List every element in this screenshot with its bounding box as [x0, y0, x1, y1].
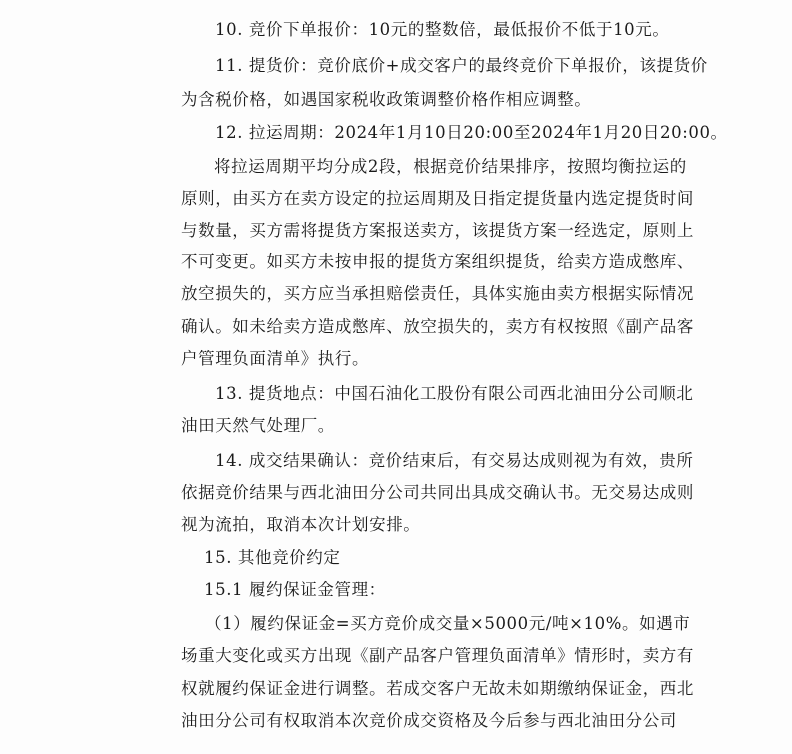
text-line: 15. 其他竞价约定 — [204, 548, 341, 567]
text-line: 11. 提货价：竞价底价+成交客户的最终竞价下单报价，该提货价 — [215, 56, 708, 75]
text-line: 视为流拍，取消本次计划安排。 — [181, 515, 421, 534]
text-line: 12. 拉运周期：2024年1月10日20:00至2024年1月20日20:00。 — [215, 123, 728, 142]
text-line: 放空损失的，买方应当承担赔偿责任，具体实施由卖方根据实际情况 — [181, 284, 694, 303]
text-line: 权就履约保证金进行调整。若成交客户无故未如期缴纳保证金，西北 — [181, 679, 694, 698]
text-line: 不可变更。如买方未按申报的提货方案组织提货，给卖方造成憋库、 — [181, 252, 694, 271]
text-line: 10. 竞价下单报价：10元的整数倍，最低报价不低于10元。 — [215, 20, 670, 39]
text-line: 为含税价格，如遇国家税收政策调整价格作相应调整。 — [181, 90, 592, 109]
text-line: （1）履约保证金=买方竞价成交量×5000元/吨×10%。如遇市 — [205, 614, 691, 633]
text-line: 将拉运周期平均分成2段，根据竞价结果排序，按照均衡拉运的 — [214, 157, 687, 176]
text-line: 原则，由买方在卖方设定的拉运周期及日指定提货量内选定提货时间 — [181, 189, 694, 208]
text-line: 15.1 履约保证金管理： — [204, 580, 386, 599]
text-line: 与数量，买方需将提货方案报送卖方，该提货方案一经选定，原则上 — [181, 221, 694, 240]
text-line: 油田天然气处理厂。 — [181, 416, 335, 435]
text-line: 油田分公司有权取消本次竞价成交资格及今后参与西北油田分公司 — [181, 711, 677, 730]
text-line: 依据竞价结果与西北油田分公司共同出具成交确认书。无交易达成则 — [181, 483, 694, 502]
text-line: 确认。如未给卖方造成憋库、放空损失的，卖方有权按照《副产品客 — [181, 317, 694, 336]
text-line: 14. 成交结果确认：竞价结束后，有交易达成则视为有效，贵所 — [215, 451, 694, 470]
text-line: 场重大变化或买方出现《副产品客户管理负面清单》情形时，卖方有 — [181, 646, 694, 665]
text-line: 户管理负面清单》执行。 — [181, 349, 370, 368]
text-line: 13. 提货地点：中国石油化工股份有限公司西北油田分公司顺北 — [215, 384, 694, 403]
